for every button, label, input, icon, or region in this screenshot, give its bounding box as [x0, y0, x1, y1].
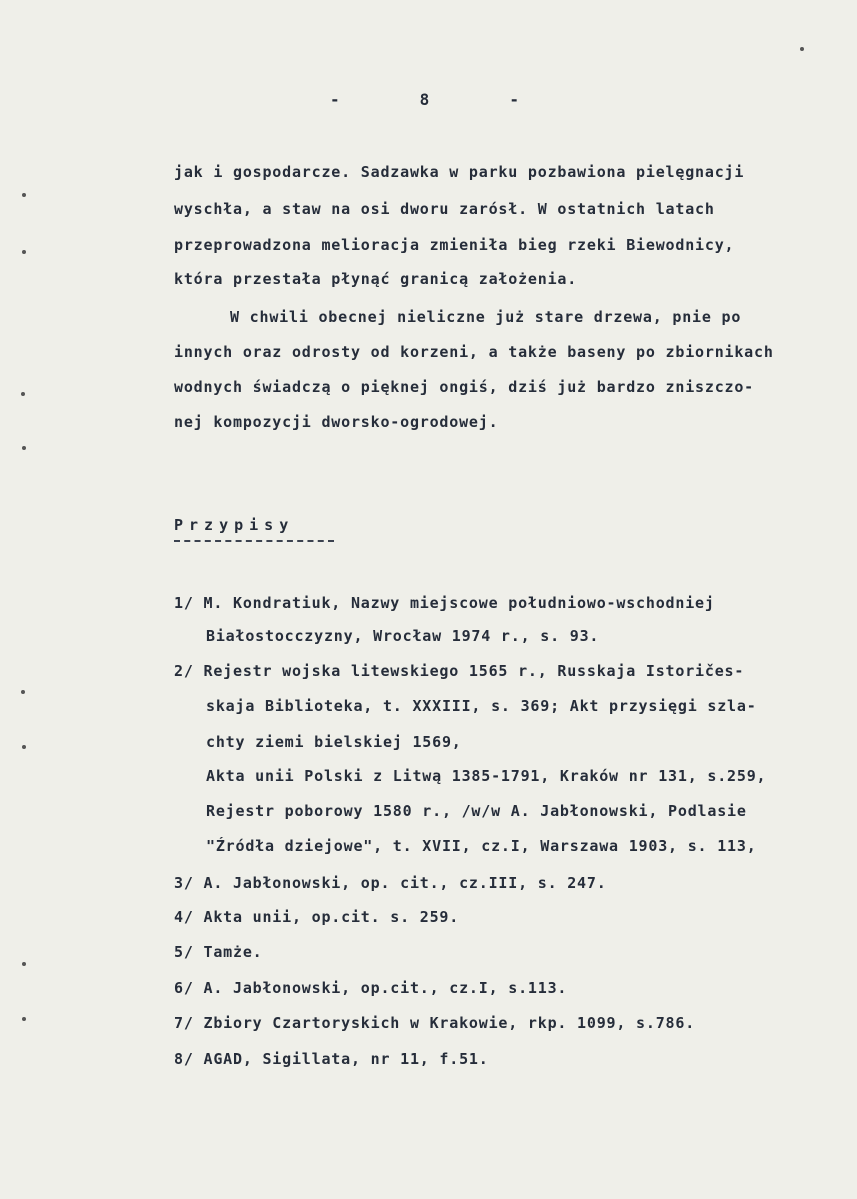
- footnote-line: 8/ AGAD, Sigillata, nr 11, f.51.: [174, 1050, 489, 1068]
- body-line: która przestała płynąć granicą założenia.: [174, 270, 578, 288]
- header-dash-right: -: [509, 90, 520, 109]
- footnote-line: 1/ M. Kondratiuk, Nazwy miejscowe południowo-wschodniej: [174, 594, 715, 612]
- footnote-line: 5/ Tamże.: [174, 943, 263, 961]
- margin-speck: [22, 1017, 26, 1021]
- margin-speck: [800, 47, 804, 51]
- body-line: W chwili obecnej nieliczne już stare drzewa, pnie po: [230, 308, 742, 326]
- body-line: jak i gospodarcze. Sadzawka w parku pozbawiona pielęgnacji: [174, 163, 745, 181]
- margin-speck: [22, 446, 26, 450]
- page-header: [330, 90, 520, 109]
- margin-speck: [22, 745, 26, 749]
- footnote-line: Akta unii Polski z Litwą 1385-1791, Kraków nr 131, s.259,: [206, 767, 767, 785]
- margin-speck: [22, 962, 26, 966]
- body-line: wodnych świadczą o pięknej ongiś, dziś już bardzo zniszczo-: [174, 378, 755, 396]
- footnote-line: 2/ Rejestr wojska litewskiego 1565 r., Russkaja Istoričes-: [174, 662, 745, 680]
- footnote-line: "Źródła dziejowe", t. XVII, cz.I, Warszawa 1903, s. 113,: [206, 837, 757, 855]
- footnote-line: 7/ Zbiory Czartoryskich w Krakowie, rkp. 1099, s.786.: [174, 1014, 696, 1032]
- footnote-line: skaja Biblioteka, t. XXXIII, s. 369; Akt przysięgi szla-: [206, 697, 757, 715]
- body-line: przeprowadzona melioracja zmieniła bieg rzeki Biewodnicy,: [174, 236, 735, 254]
- footnote-line: Rejestr poborowy 1580 r., /w/w A. Jabłonowski, Podlasie: [206, 802, 747, 820]
- margin-speck: [22, 193, 26, 197]
- footnotes-heading: Przypisy: [174, 516, 295, 534]
- heading-underline: [174, 540, 334, 542]
- footnote-line: 6/ A. Jabłonowski, op.cit., cz.I, s.113.: [174, 979, 568, 997]
- margin-speck: [21, 392, 25, 396]
- body-line: nej kompozycji dworsko-ogrodowej.: [174, 413, 499, 431]
- page-number: 8: [419, 90, 431, 109]
- footnote-line: chty ziemi bielskiej 1569,: [206, 733, 462, 751]
- body-line: innych oraz odrosty od korzeni, a także baseny po zbiornikach: [174, 343, 774, 361]
- body-line: wyschła, a staw na osi dworu zarósł. W ostatnich latach: [174, 200, 715, 218]
- footnote-line: 4/ Akta unii, op.cit. s. 259.: [174, 908, 460, 926]
- margin-speck: [21, 690, 25, 694]
- footnote-line: 3/ A. Jabłonowski, op. cit., cz.III, s. 247.: [174, 874, 607, 892]
- header-dash-left: -: [330, 90, 341, 109]
- margin-speck: [22, 250, 26, 254]
- footnote-line: Białostocczyzny, Wrocław 1974 r., s. 93.: [206, 627, 600, 645]
